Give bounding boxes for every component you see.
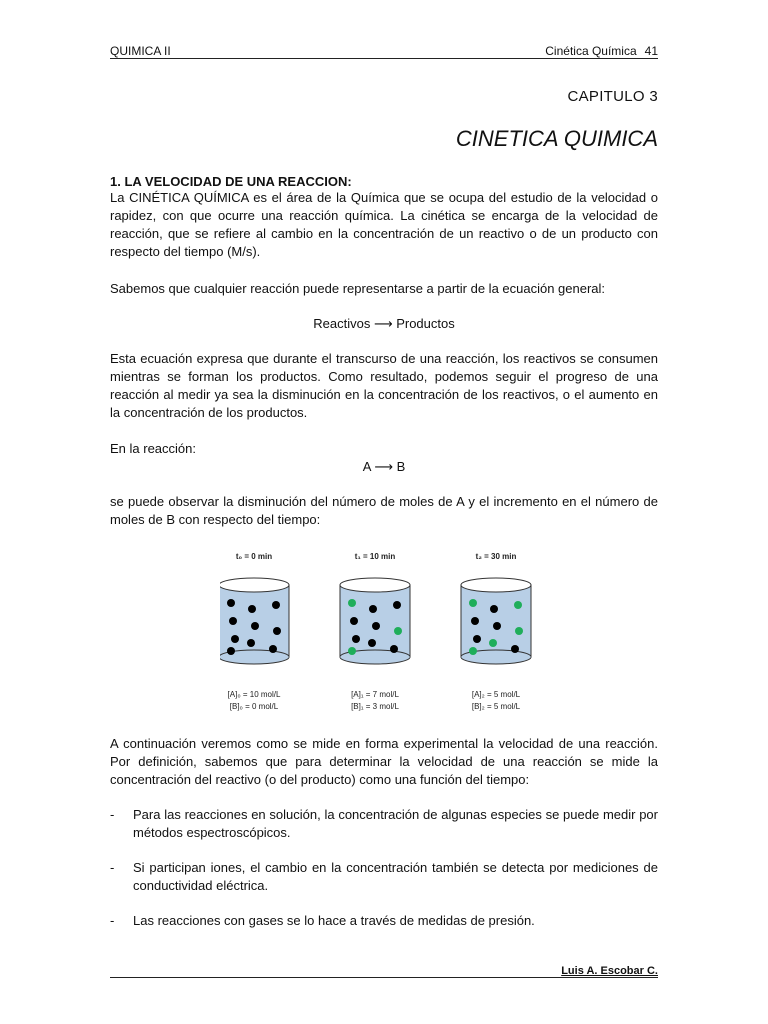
molecule-b — [394, 627, 402, 635]
chapter-title: CINETICA QUIMICA — [455, 126, 658, 151]
equation-reactivos-productos: Reactivos ⟶ Productos — [313, 316, 455, 331]
molecule-a — [368, 639, 376, 647]
molecule-a — [269, 645, 277, 653]
beaker-bottom-fill — [220, 656, 289, 658]
molecule-a — [247, 639, 255, 647]
molecule-a — [273, 627, 281, 635]
molecule-a — [251, 622, 259, 630]
concentration-a-label: [A]₂ = 5 mol/L — [471, 690, 521, 699]
page-header — [110, 44, 658, 59]
beaker-rim — [461, 578, 531, 592]
concentration-b-label: [B]₁ = 3 mol/L — [351, 702, 399, 711]
bullet-text: Para las reacciones en solución, la concentración de algunas especies se puede medir por métodos espectroscópicos. — [133, 807, 658, 840]
molecule-a — [350, 617, 358, 625]
beaker-time-label: t₂ = 30 min — [475, 552, 517, 561]
beakers-diagram — [220, 545, 555, 720]
concentration-a-label: [A]₁ = 7 mol/L — [351, 690, 399, 699]
molecule-a — [229, 617, 237, 625]
bullet-dash: - — [110, 807, 115, 822]
paragraph-explanation: Esta ecuación expresa que durante el transcurso de una reacción, los reactivos se consumen mientras se forman los productos. Como resultado, podemos seguir el progreso de una reacción al medir ya sea la disminución en la concentración de los reactivos, o el aumento en la concentración de los productos. — [110, 351, 658, 420]
concentration-b-label: [B]₀ = 0 mol/L — [229, 702, 279, 711]
header-topic-text: Cinética Química — [545, 44, 637, 58]
molecule-a — [231, 635, 239, 643]
bullet-item — [110, 859, 658, 895]
bullet-dash: - — [110, 860, 115, 875]
footer-author: Luis A. Escobar C. — [561, 965, 658, 977]
molecule-b — [348, 599, 356, 607]
molecule-a — [248, 605, 256, 613]
molecule-b — [469, 599, 477, 607]
paragraph-definition: La CINÉTICA QUÍMICA es el área de la Química que se ocupa del estudio de la velocidad o rapidez, con que ocurre una reacción química. La cinética se encarga de la velocidad de reacción, que se refiere al cambio en la concentración de un reactivo o de un producto con respecto del tiempo (M/s). — [110, 190, 658, 259]
section-heading: 1. LA VELOCIDAD DE UNA REACCION: — [110, 174, 352, 189]
beaker-rim — [220, 578, 289, 592]
molecule-b — [469, 647, 477, 655]
bullet-item — [110, 912, 658, 930]
equation-a-b: A ⟶ B — [362, 459, 406, 474]
bullet-text: Si participan iones, el cambio en la concentración también se detecta por mediciones de conductividad eléctrica. — [133, 860, 658, 893]
bullet-dash: - — [110, 913, 115, 928]
molecule-a — [227, 599, 235, 607]
molecule-a — [352, 635, 360, 643]
document-page — [110, 0, 658, 1024]
footer-rule — [110, 977, 658, 978]
molecule-b — [348, 647, 356, 655]
molecule-a — [272, 601, 280, 609]
paragraph-measurement: A continuación veremos como se mide en forma experimental la velocidad de una reacción. Por definición, sabemos que para determinar la velocidad de una reacción se mide la concentración del reactivo (o del producto) como una función del tiempo: — [110, 736, 658, 787]
molecule-b — [515, 627, 523, 635]
beakers-figure — [220, 545, 555, 720]
molecule-a — [369, 605, 377, 613]
header-topic — [545, 44, 658, 58]
molecule-a — [227, 647, 235, 655]
concentration-a-label: [A]₀ = 10 mol/L — [227, 690, 281, 699]
molecule-a — [490, 605, 498, 613]
molecule-a — [390, 645, 398, 653]
molecule-a — [372, 622, 380, 630]
molecule-a — [393, 601, 401, 609]
paragraph-general-equation: Sabemos que cualquier reacción puede representarse a partir de la ecuación general: — [110, 281, 606, 296]
molecule-b — [514, 601, 522, 609]
page-number: 41 — [644, 44, 658, 58]
bullet-text: Las reacciones con gases se lo hace a través de medidas de presión. — [133, 913, 535, 928]
molecule-a — [493, 622, 501, 630]
chapter-label: CAPITULO 3 — [567, 88, 658, 105]
beaker-time-label: t₁ = 10 min — [354, 552, 396, 561]
beaker-bottom-fill — [462, 656, 531, 658]
beaker-rim — [340, 578, 410, 592]
paragraph-in-reaction: En la reacción: — [110, 441, 196, 456]
molecule-a — [473, 635, 481, 643]
concentration-b-label: [B]₂ = 5 mol/L — [471, 702, 521, 711]
molecule-a — [471, 617, 479, 625]
bullet-item — [110, 806, 658, 842]
beaker-time-label: t₀ = 0 min — [235, 552, 273, 561]
molecule-a — [511, 645, 519, 653]
beaker-bottom-fill — [341, 656, 410, 658]
paragraph-observation: se puede observar la disminución del número de moles de A y el incremento en el número de moles de B con respecto del tiempo: — [110, 494, 658, 527]
molecule-b — [489, 639, 497, 647]
header-course: QUIMICA II — [110, 44, 171, 58]
